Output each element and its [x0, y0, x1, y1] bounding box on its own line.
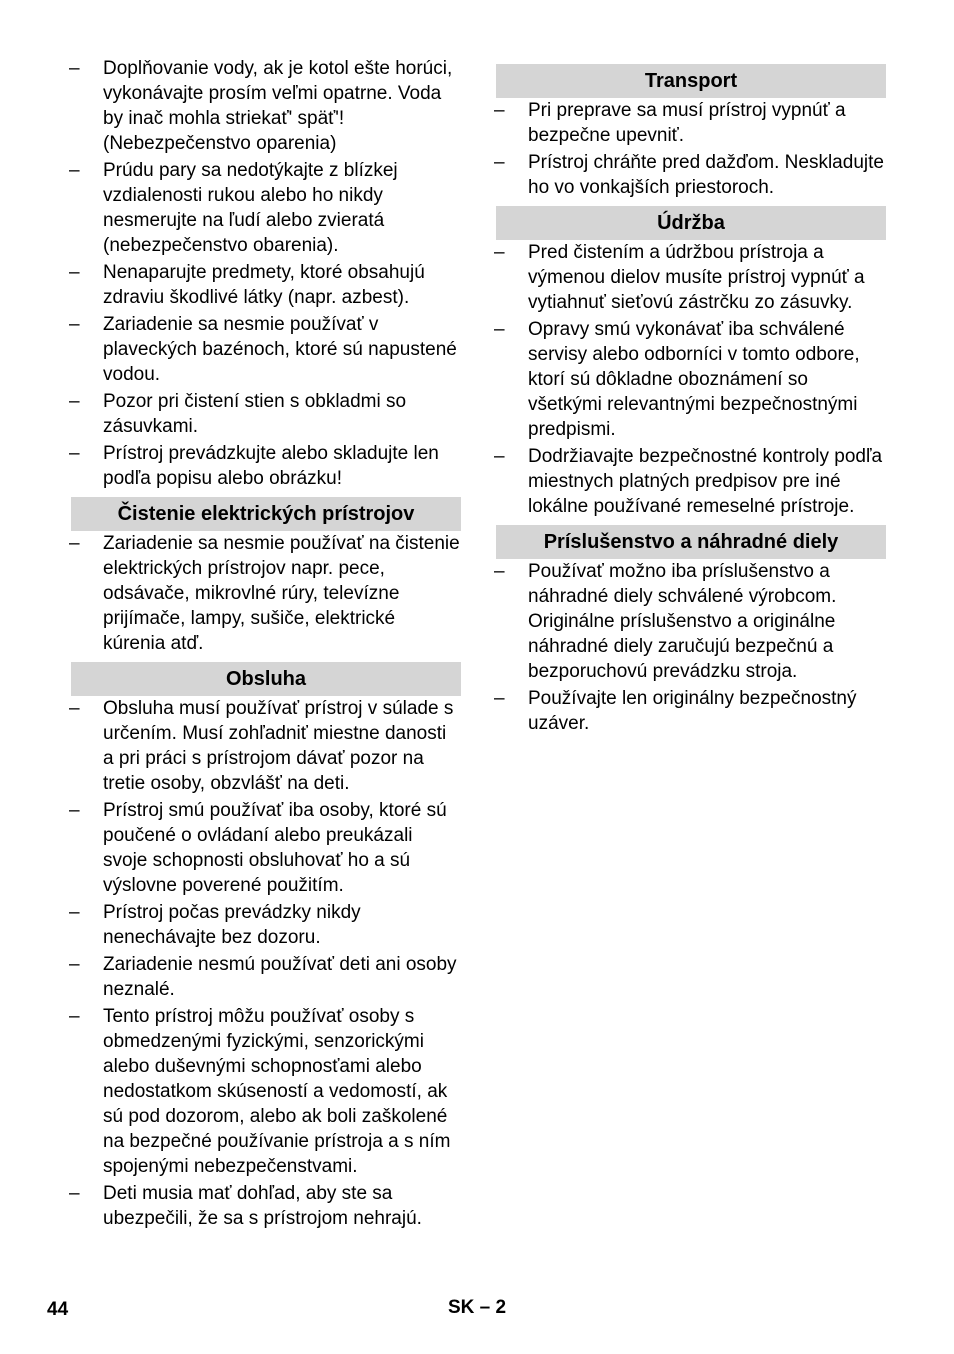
bullet-dash: – [494, 152, 505, 173]
list-item: – Prístroj počas prevádzky nikdy nenechávajte bez dozoru. [69, 902, 361, 948]
bullet-dash: – [69, 314, 80, 335]
list-item: – Zariadenie sa nesmie používať v plaveckých bazénoch, ktoré sú napustené vodou. [69, 314, 457, 385]
bullet-dash: – [69, 1006, 80, 1027]
bullet-dash: – [494, 100, 505, 121]
bullet-dash: – [494, 688, 505, 709]
bullet-dash: – [494, 446, 505, 467]
bullet-dash: – [69, 902, 80, 923]
section-list [71, 696, 461, 1231]
bullet-dash: – [69, 800, 80, 821]
section-operation [71, 662, 461, 1231]
bullet-dash: – [69, 1183, 80, 1204]
list-item: – Zariadenie sa nesmie používať na čistenie elektrických prístrojov napr. pece, odsávače, mikrovlné rúry, televízne prijímače, lampy, sušiče, elektrické kúrenia atď. [69, 533, 460, 654]
list-item: – Obsluha musí používať prístroj v súlade s určením. Musí zohľadniť miestne danosti a pri práci s prístrojom dávať pozor na tretie osoby, obzvlášť na deti. [69, 698, 454, 794]
intro-list [71, 56, 461, 491]
right-column [496, 64, 886, 738]
list-item: – Pri preprave sa musí prístroj vypnúť a bezpečne upevniť. [494, 100, 846, 146]
section-list [71, 531, 461, 656]
list-item: – Zariadenie nesmú používať deti ani osoby neznalé. [69, 954, 457, 1000]
list-item: – Prístroj smú používať iba osoby, ktoré sú poučené o ovládaní alebo preukázali svoje schopnosti obsluhovať ho a sú výslovne poverené použitím. [69, 800, 447, 896]
section-cleaning-electrical [71, 497, 461, 656]
section-list [496, 98, 886, 200]
bullet-dash: – [69, 954, 80, 975]
bullet-dash: – [69, 533, 80, 554]
language-page-label: SK – 2 [448, 1297, 507, 1318]
bullet-dash: – [494, 561, 505, 582]
bullet-dash: – [494, 319, 505, 340]
section-list [496, 240, 886, 519]
list-item: – Dodržiavajte bezpečnostné kontroly podľa miestnych platných predpisov pre iné lokálne používané remeselné prístroje. [494, 446, 883, 517]
list-item: – Prúdu pary sa nedotýkajte z blízkej vzdialenosti rukou alebo ho nikdy nesmerujte na ľudí alebo zvieratá (nebezpečenstvo obarenia). [69, 160, 398, 256]
bullet-dash: – [69, 160, 80, 181]
bullet-dash: – [69, 443, 80, 464]
list-item: – Prístroj chráňte pred dažďom. Neskladujte ho vo vonkajších priestoroch. [494, 152, 884, 198]
list-item: – Pozor pri čistení stien s obkladmi so zásuvkami. [69, 391, 407, 437]
bullet-dash: – [69, 391, 80, 412]
list-item: – Nenaparujte predmety, ktoré obsahujú zdraviu škodlivé látky (napr. azbest). [69, 262, 425, 308]
list-item: – Opravy smú vykonávať iba schválené servisy alebo odborníci v tomto odbore, ktorí sú dôkladne oboznámení so všetkými relevantnými bezpečnostnými predpismi. [494, 319, 860, 440]
bullet-dash: – [69, 698, 80, 719]
bullet-dash: – [494, 242, 505, 263]
bullet-dash: – [69, 58, 80, 79]
left-column [71, 56, 461, 1233]
list-item: – Deti musia mať dohľad, aby ste sa ubezpečili, že sa s prístrojom nehrajú. [69, 1183, 422, 1229]
list-item: – Používať možno iba príslušenstvo a náhradné diely schválené výrobcom. Originálne príslušenstvo a originálne náhradné diely zaručujú bezpečnú a bezporuchovú prevádzku stroja. [494, 561, 837, 682]
list-item: – Pred čistením a údržbou prístroja a výmenou dielov musíte prístroj vypnúť a vytiahnuť sieťovú zástrčku zo zásuvky. [494, 242, 865, 313]
list-item: – Používajte len originálny bezpečnostný uzáver. [494, 688, 857, 734]
page-number: 44 [47, 1299, 69, 1320]
list-item: – Tento prístroj môžu používať osoby s obmedzenými fyzickými, senzorickými alebo duševnými schopnosťami alebo nedostatkom skúseností a vedomostí, ak sú pod dozorom, alebo ak boli zaškolené na bezpečné používanie prístroja a s ním spojenými nebezpečenstvami. [69, 1006, 451, 1177]
bullet-dash: – [69, 262, 80, 283]
section-heading: Príslušenstvo a náhradné diely [496, 525, 886, 559]
section-accessories [496, 525, 886, 736]
section-heading: Obsluha [71, 662, 461, 696]
list-item: – Prístroj prevádzkujte alebo skladujte len podľa popisu alebo obrázku! [69, 443, 439, 489]
section-heading: Čistenie elektrických prístrojov [71, 497, 461, 531]
section-heading: Transport [496, 64, 886, 98]
section-list [496, 559, 886, 736]
list-item: – Doplňovanie vody, ak je kotol ešte horúci, vykonávajte prosím veľmi opatrne. Voda by inač mohla striekať' späť'! (Nebezpečenstvo oparenia) [69, 58, 453, 154]
section-maintenance [496, 206, 886, 519]
section-heading: Údržba [496, 206, 886, 240]
section-transport [496, 64, 886, 200]
